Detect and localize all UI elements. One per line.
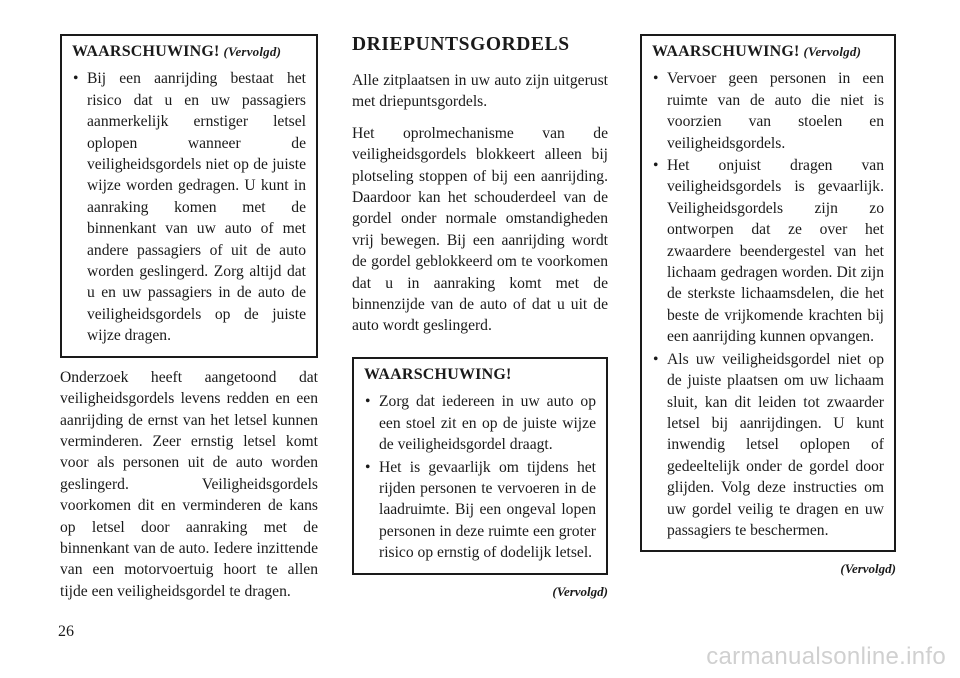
warning-bullet: • Bij een aanrijding bestaat het risico dat u en uw passagiers aanmerkelijk ernstiger letsel oplopen wanneer de veiligheidsgordels niet op de juiste wijze worden gedragen. U kunt in aanraking komen met de binnenkant van uw auto of met andere passagiers of uit de auto worden geslingerd. Zorg altijd dat u en uw passagiers in de auto de veiligheidsgordels op de juiste wijze dragen.: [72, 68, 306, 346]
right-column: [640, 34, 896, 580]
middle-column: [352, 34, 608, 602]
body-paragraph: Onderzoek heeft aangetoond dat veiligheidsgordels levens redden en een aanrijding de ernst van het letsel kunnen verminderen. Zeer ernstig letsel komt voor als personen uit de auto worden geslingerd. Veiligheidsgordels voorkomen dit en verminderen de kans op letsel door aanraking met de binnenkant van de auto. Iedere inzittende van een motorvoertuig hoort te allen tijde een veiligheidsgordel te dragen.: [60, 368, 318, 600]
warning-bullet: • Als uw veiligheidsgordel niet op de juiste plaatsen om uw lichaam sluit, kan dit leiden tot zwaarder letsel bij aanrijdingen. U kunt inwendig letsel oplopen of gedeeltelijk onder de gordel door glijden. Volg deze instructies om uw gordel veilig te dragen en uw passagiers te beschermen.: [652, 349, 884, 542]
warning-box: [352, 357, 608, 575]
left-column: [60, 34, 318, 612]
warning-bullet: • Het is gevaarlijk om tijdens het rijden personen te vervoeren in de laadruimte. Bij een ongeval lopen personen in deze ruimte een groter risico op ernstig of dodelijk letsel.: [364, 457, 596, 564]
warning-bullet: • Vervoer geen personen in een ruimte van de auto die niet is voorzien van stoelen en veiligheidsgordels.: [652, 68, 884, 154]
warning-title-text: WAARSCHUWING!: [652, 43, 800, 60]
continued-footer: (Vervolgd): [552, 583, 608, 599]
page-number: 26: [58, 623, 74, 640]
continued-label: (Vervolgd): [803, 44, 862, 59]
warning-title: [72, 41, 306, 62]
warning-bullet-list: [364, 391, 596, 563]
body-paragraph: Alle zitplaatsen in uw auto zijn uitgerust met driepuntsgordels.: [352, 72, 608, 111]
warning-box-continued: [60, 34, 318, 358]
warning-bullet: • Het onjuist dragen van veiligheidsgordels is gevaarlijk. Veiligheidsgordels zijn zo ontworpen dat ze over het zwaardere beendergestel van het lichaam gedragen worden. Dit zijn de sterkste lichaamsdelen, die het beste de vrijkomende krachten bij een aanrijding kunnen opvangen.: [652, 155, 884, 348]
warning-title: [652, 41, 884, 62]
warning-bullet-list: [652, 68, 884, 541]
warning-title: WAARSCHUWING!: [364, 365, 512, 383]
continued-label: (Vervolgd): [223, 44, 282, 59]
warning-box-continued: [640, 34, 896, 552]
section-heading: DRIEPUNTSGORDELS: [352, 34, 570, 55]
warning-bullet: • Zorg dat iedereen in uw auto op een stoel zit en op de juiste wijze de veiligheidsgordel draagt.: [364, 391, 596, 455]
body-paragraph: Het oprolmechanisme van de veiligheidsgordels blokkeert alleen bij plotseling stoppen of bij een aanrijding. Daardoor kan het schouderdeel van de gordel onder normale omstandigheden vrij bewegen. Bij een aanrijding wordt de gordel geblokkeerd om te voorkomen dat u in aanraking komt met de binnenzijde van de auto of dat u uit de auto wordt geslingerd.: [352, 124, 608, 335]
continued-footer: (Vervolgd): [840, 561, 896, 577]
warning-title-text: WAARSCHUWING!: [72, 43, 220, 60]
warning-bullet-list: [72, 68, 306, 346]
watermark-text: carmanualsonline.info: [706, 643, 946, 670]
